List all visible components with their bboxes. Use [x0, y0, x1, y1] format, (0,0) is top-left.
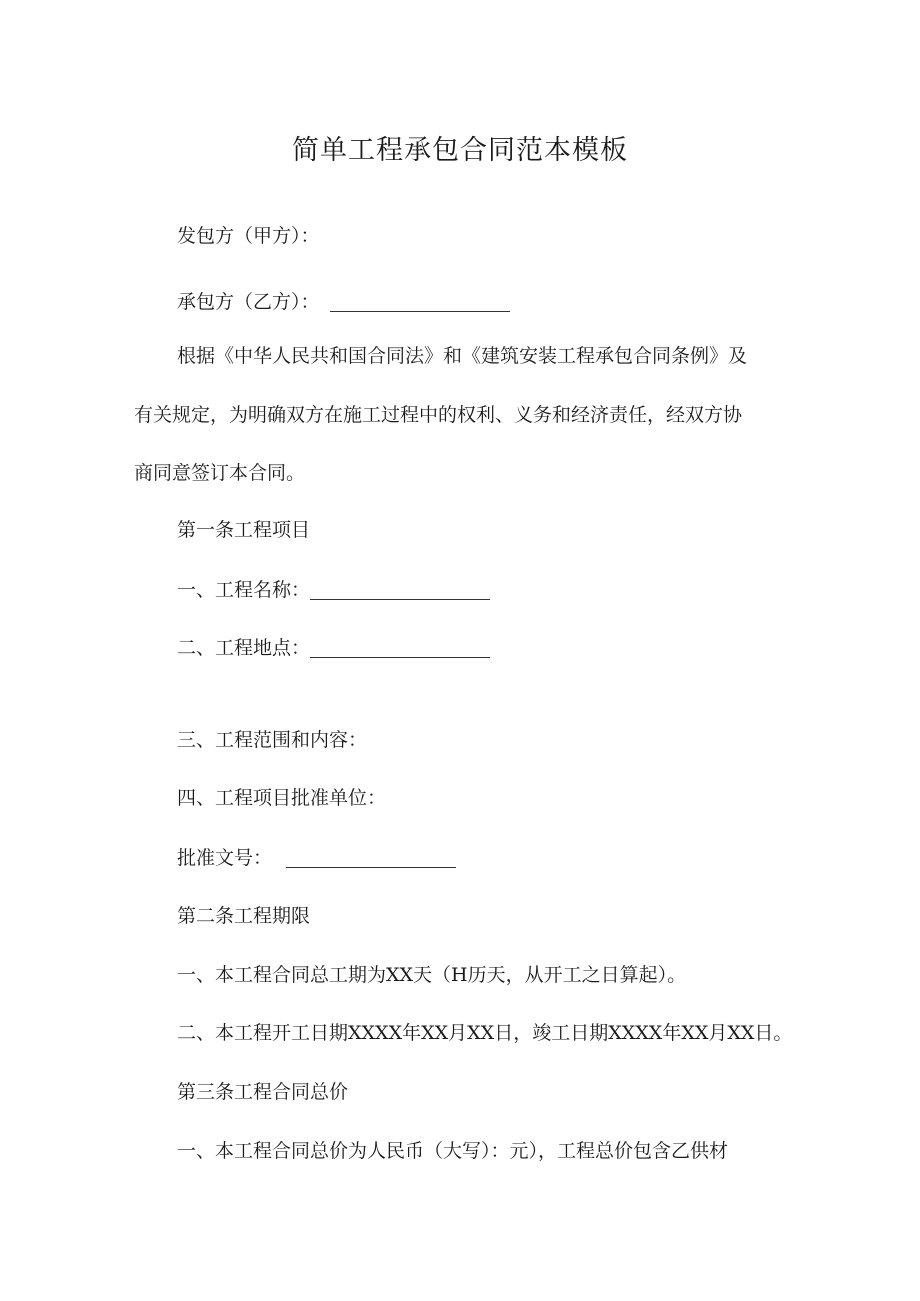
approval-number-line: [177, 846, 456, 870]
party-b-blank[interactable]: [330, 291, 510, 312]
party-b-line: [177, 290, 510, 314]
project-name-label: 一、工程名称：: [177, 579, 311, 601]
preamble-line-1: 根据《中华人民共和国合同法》和《建筑安装工程承包合同条例》及: [177, 345, 748, 367]
approval-number-label: 批准文号：: [177, 847, 273, 869]
article1-heading: 第一条工程项目: [177, 519, 311, 541]
approval-number-blank[interactable]: [286, 847, 456, 868]
article3-heading: 第三条工程合同总价: [177, 1081, 349, 1103]
project-location-line: [177, 636, 490, 660]
party-a-line: [177, 224, 320, 248]
article2-item-2: 二、本工程开工日期XXXX年XX月XX日，竣工日期XXXX年XX月XX日。: [177, 1022, 793, 1044]
preamble-line-2: 有关规定，为明确双方在施工过程中的权利、义务和经济责任，经双方协: [134, 404, 743, 426]
article2-item-1: 一、本工程合同总工期为XX天（H历天，从开工之日算起）。: [177, 964, 687, 986]
project-name-blank[interactable]: [310, 579, 490, 600]
approval-unit-label: 四、工程项目批准单位：: [177, 787, 387, 809]
project-location-label: 二、工程地点：: [177, 637, 311, 659]
preamble-line-3: 商同意签订本合同。: [134, 462, 306, 484]
project-location-blank[interactable]: [310, 637, 490, 658]
article3-item-1: 一、本工程合同总价为人民币（大写）：元），工程总价包含乙供材: [177, 1140, 729, 1162]
project-scope-label: 三、工程范围和内容：: [177, 729, 368, 751]
party-a-label: 发包方（甲方）：: [177, 225, 320, 247]
project-name-line: [177, 578, 490, 602]
document-title: 简单工程承包合同范本模板: [292, 135, 628, 166]
article2-heading: 第二条工程期限: [177, 905, 311, 927]
party-b-label: 承包方（乙方）：: [177, 291, 320, 313]
